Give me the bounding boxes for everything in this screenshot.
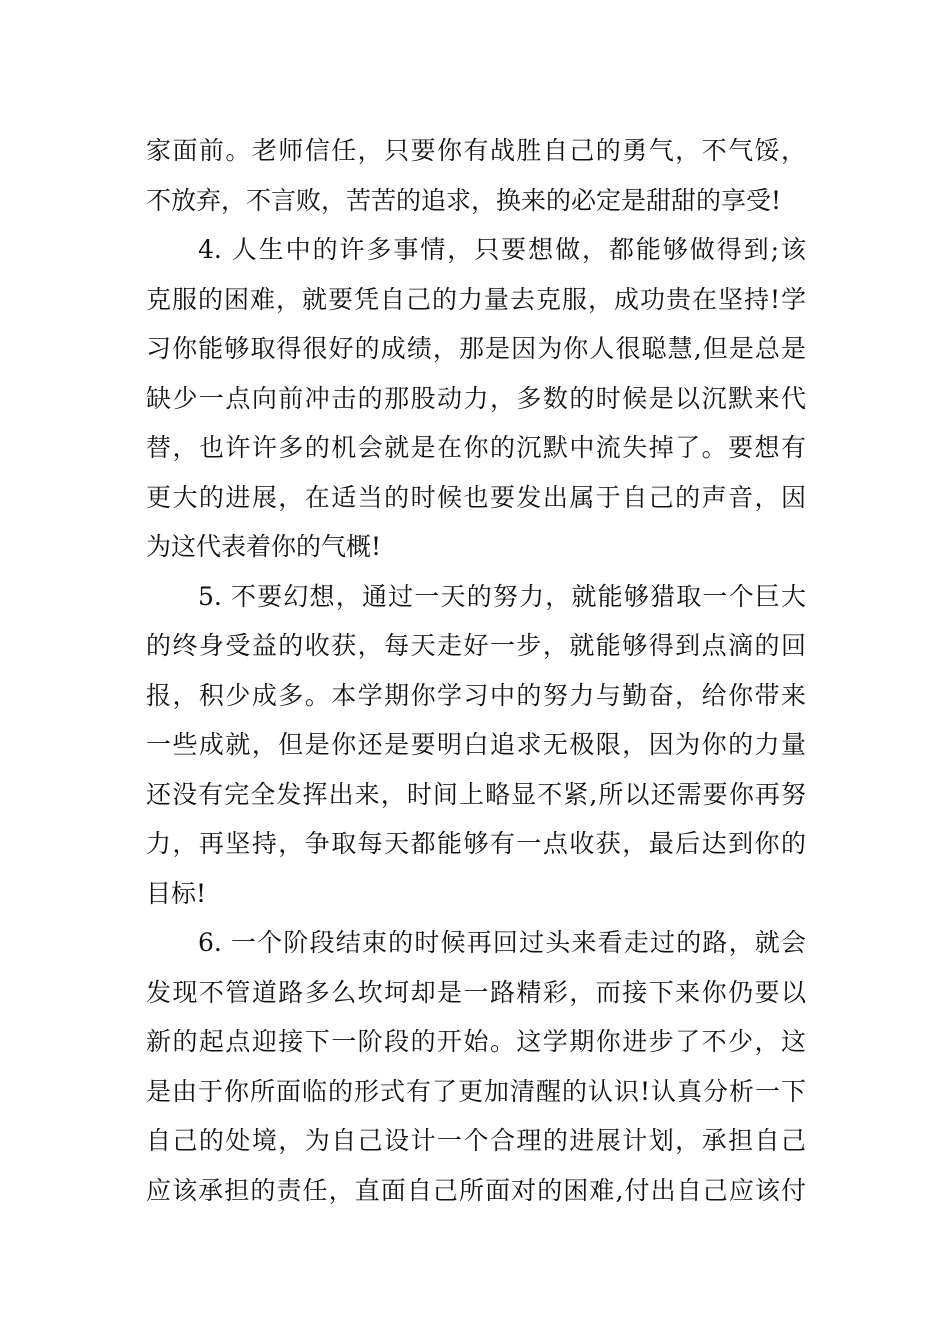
text-line: 自己的处境，为自己设计一个合理的进展计划，承担自己 bbox=[146, 1126, 806, 1155]
text-line: 的终身受益的收获，每天走好一步，就能够得到点滴的回 bbox=[146, 631, 806, 660]
paragraph-item-5 bbox=[146, 572, 806, 919]
text-line: 是由于你所面临的形式有了更加清醒的认识!认真分析一下 bbox=[146, 1076, 806, 1106]
document-page bbox=[146, 126, 806, 1215]
text-line: 更大的进展，在适当的时候也要发出属于自己的声音，因 bbox=[146, 482, 806, 512]
text-line: 新的起点迎接下一阶段的开始。这学期你进步了不少，这 bbox=[146, 1027, 806, 1056]
text-line: 5. 不要幻想，通过一天的努力，就能够猎取一个巨大 bbox=[198, 581, 806, 611]
text-line: 报，积少成多。本学期你学习中的努力与勤奋，给你带来 bbox=[146, 680, 806, 710]
text-line: 为这代表着你的气概! bbox=[146, 532, 382, 561]
paragraph-item-6 bbox=[146, 918, 806, 1215]
text-line: 习你能够取得很好的成绩，那是因为你人很聪慧,但是总是 bbox=[146, 334, 806, 363]
paragraph-item-4 bbox=[146, 225, 806, 572]
text-line: 缺少一点向前冲击的那股动力，多数的时候是以沉默来代 bbox=[146, 383, 806, 413]
text-line: 应该承担的责任，直面自己所面对的困难,付出自己应该付 bbox=[146, 1175, 806, 1205]
paragraph-continued bbox=[146, 126, 806, 225]
text-line: 力，再坚持，争取每天都能够有一点收获，最后达到你的 bbox=[146, 829, 806, 858]
text-line: 4. 人生中的许多事情，只要想做，都能够做得到;该 bbox=[198, 235, 806, 264]
text-line: 替，也许许多的机会就是在你的沉默中流失掉了。要想有 bbox=[146, 433, 806, 462]
text-line: 还没有完全发挥出来，时间上略显不紧,所以还需要你再努 bbox=[146, 779, 806, 809]
text-line: 克服的困难，就要凭自己的力量去克服，成功贵在坚持!学 bbox=[146, 284, 806, 314]
text-line: 目标! bbox=[146, 878, 207, 908]
text-line: 发现不管道路多么坎坷却是一路精彩，而接下来你仍要以 bbox=[146, 977, 806, 1007]
text-line: 一些成就，但是你还是要明白追求无极限，因为你的力量 bbox=[146, 730, 806, 759]
text-line: 不放弃，不言败，苦苦的追求，换来的必定是甜甜的享受! bbox=[146, 185, 782, 215]
text-line: 6. 一个阶段结束的时候再回过头来看走过的路，就会 bbox=[198, 928, 806, 957]
text-line: 家面前。老师信任，只要你有战胜自己的勇气，不气馁， bbox=[146, 136, 806, 165]
